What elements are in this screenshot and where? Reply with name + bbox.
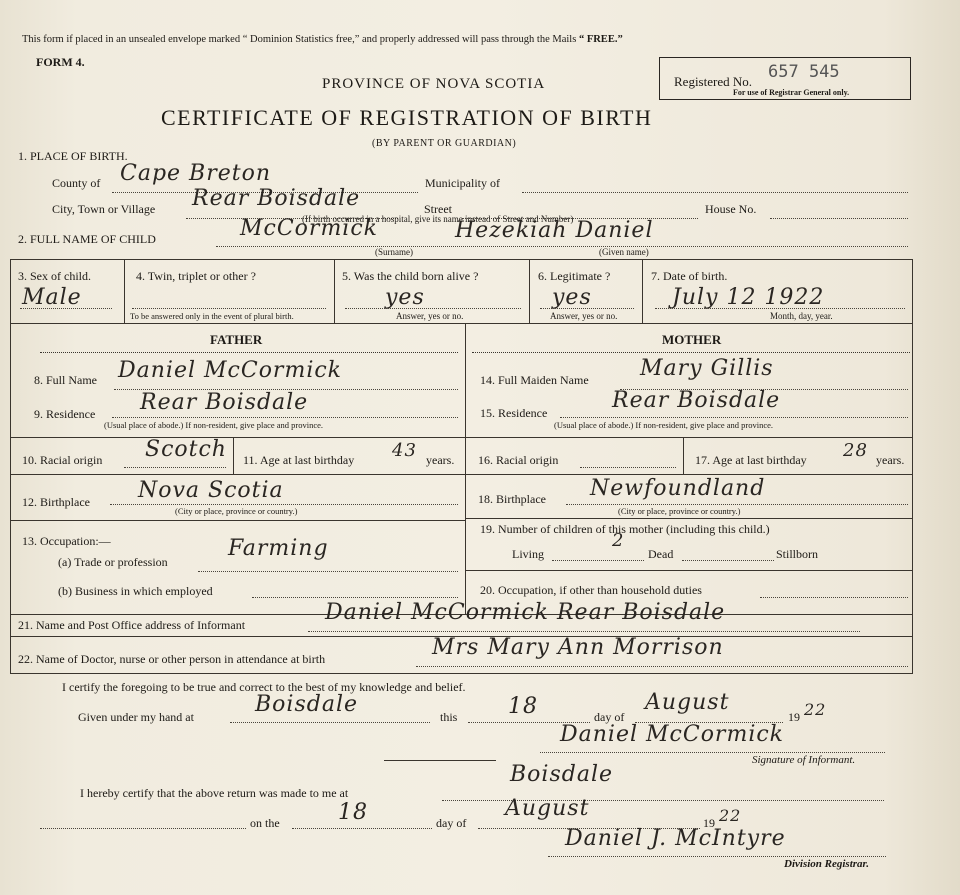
sex-label: 3. Sex of child. bbox=[18, 269, 91, 283]
father-trade-value: Farming bbox=[228, 536, 329, 561]
day-of-label: day of bbox=[594, 710, 625, 724]
divider bbox=[472, 352, 910, 353]
dead-line bbox=[682, 560, 774, 561]
mother-occupation-label: 20. Occupation, if other than household duties bbox=[480, 583, 702, 597]
sex-value: Male bbox=[22, 285, 82, 310]
divider bbox=[465, 437, 912, 438]
registrar-note: For use of Registrar General only. bbox=[733, 88, 850, 97]
informant-label: 21. Name and Post Office address of Informant bbox=[18, 618, 246, 632]
registrar-certify-text: I hereby certify that the above return was made to me at bbox=[80, 786, 349, 800]
registrar-day: 18 bbox=[338, 800, 368, 825]
dob-note: Month, day, year. bbox=[770, 311, 833, 321]
mother-name-label: 14. Full Maiden Name bbox=[480, 373, 589, 387]
father-racial-line bbox=[124, 467, 226, 468]
mother-birthplace-value: Newfoundland bbox=[590, 476, 766, 501]
year-prefix: 19 bbox=[788, 710, 800, 724]
registrar-year: 22 bbox=[719, 806, 742, 825]
father-trade-label: (a) Trade or profession bbox=[58, 555, 168, 569]
given-year: 22 bbox=[804, 700, 827, 719]
mail-notice-text: This form if placed in an unsealed envelope marked “ Dominion Statistics free,” and properly addressed will pass through the Mails bbox=[22, 34, 577, 45]
informant-value: Daniel McCormick Rear Boisdale bbox=[325, 600, 726, 625]
mother-years-label: years. bbox=[876, 453, 905, 467]
attendant-line bbox=[416, 666, 908, 667]
father-business-line bbox=[252, 597, 458, 598]
registrar-year-prefix: 19 bbox=[703, 816, 715, 830]
mother-residence-note: (Usual place of abode.) If non-resident, give place and province. bbox=[554, 420, 774, 430]
house-label: House No. bbox=[705, 202, 757, 216]
registrar-lead-line bbox=[40, 828, 246, 829]
father-birthplace-line bbox=[110, 504, 458, 505]
child-name-label: 2. FULL NAME OF CHILD bbox=[18, 232, 156, 246]
legitimate-note: Answer, yes or no. bbox=[550, 311, 618, 321]
mail-free-text: “ FREE.” bbox=[578, 34, 623, 45]
informant-signature: Daniel McCormick bbox=[560, 722, 785, 747]
registrar-day-of-label: day of bbox=[436, 816, 467, 830]
city-label: City, Town or Village bbox=[52, 202, 156, 216]
father-residence-value: Rear Boisdale bbox=[140, 390, 309, 415]
legitimate-label: 6. Legitimate ? bbox=[538, 269, 611, 283]
divider bbox=[10, 673, 912, 674]
mother-residence-value: Rear Boisdale bbox=[612, 388, 781, 413]
given-day: 18 bbox=[508, 694, 538, 719]
father-residence-line bbox=[112, 417, 458, 418]
right-border bbox=[912, 259, 913, 674]
dob-label: 7. Date of birth. bbox=[651, 269, 728, 283]
legitimate-line bbox=[540, 308, 634, 309]
street-label: Street bbox=[424, 202, 452, 216]
father-business-label: (b) Business in which employed bbox=[58, 584, 213, 598]
divider bbox=[465, 518, 912, 519]
registrar-place: Boisdale bbox=[510, 762, 613, 787]
divider bbox=[124, 259, 125, 323]
mother-heading: MOTHER bbox=[662, 332, 722, 347]
informant-caption: Signature of Informant. bbox=[752, 754, 856, 766]
dead-label: Dead bbox=[648, 547, 674, 561]
given-caption: (Given name) bbox=[599, 247, 649, 257]
surname-caption: (Surname) bbox=[375, 247, 413, 257]
mother-birthplace-line bbox=[566, 504, 908, 505]
given-place-line bbox=[230, 722, 430, 723]
mail-notice bbox=[22, 34, 623, 45]
divider bbox=[40, 352, 458, 353]
father-birthplace-note: (City or place, province or country.) bbox=[175, 506, 298, 516]
dob-line bbox=[655, 308, 905, 309]
certify-text: I certify the foregoing to be true and correct to the best of my knowledge and belief. bbox=[62, 680, 466, 694]
this-label: this bbox=[440, 710, 458, 724]
alive-note: Answer, yes or no. bbox=[396, 311, 464, 321]
father-birthplace-label: 12. Birthplace bbox=[22, 495, 90, 509]
divider bbox=[683, 437, 684, 474]
living-line bbox=[552, 560, 644, 561]
city-value: Rear Boisdale bbox=[192, 186, 361, 211]
father-name-value: Daniel McCormick bbox=[118, 358, 343, 383]
divider bbox=[10, 474, 465, 475]
living-label: Living bbox=[512, 547, 544, 561]
father-racial-value: Scotch bbox=[145, 437, 227, 462]
mother-residence-label: 15. Residence bbox=[480, 406, 548, 420]
hospital-note: (If birth occurred in a hospital, give its name instead of Street and Number) bbox=[302, 214, 574, 224]
divider bbox=[10, 323, 912, 324]
divider bbox=[10, 437, 465, 438]
father-name-label: 8. Full Name bbox=[34, 373, 97, 387]
mother-racial-line bbox=[580, 467, 676, 468]
twin-label: 4. Twin, triplet or other ? bbox=[136, 269, 256, 283]
certificate-title: CERTIFICATE OF REGISTRATION OF BIRTH bbox=[161, 105, 653, 130]
father-residence-label: 9. Residence bbox=[34, 407, 96, 421]
mother-occupation-line bbox=[760, 597, 908, 598]
divider bbox=[384, 760, 496, 761]
mother-birthplace-label: 18. Birthplace bbox=[478, 492, 546, 506]
county-value: Cape Breton bbox=[120, 161, 272, 186]
divider bbox=[233, 437, 234, 474]
form-number: FORM 4. bbox=[36, 55, 85, 69]
father-birthplace-value: Nova Scotia bbox=[138, 478, 284, 503]
registrar-month: August bbox=[505, 796, 590, 821]
father-years-label: years. bbox=[426, 453, 455, 467]
alive-line bbox=[345, 308, 521, 309]
registered-number: 657 545 bbox=[768, 62, 840, 82]
divider bbox=[334, 259, 335, 323]
place-of-birth-label: 1. PLACE OF BIRTH. bbox=[18, 149, 128, 163]
father-trade-line bbox=[198, 571, 458, 572]
mother-racial-label: 16. Racial origin bbox=[478, 453, 559, 467]
divider bbox=[10, 520, 465, 521]
twin-note: To be answered only in the event of plural birth. bbox=[130, 311, 294, 321]
mother-children-label: 19. Number of children of this mother (including this child.) bbox=[480, 522, 770, 536]
on-the-label: on the bbox=[250, 816, 280, 830]
attendant-label: 22. Name of Doctor, nurse or other person in attendance at birth bbox=[18, 652, 326, 666]
child-surname: McCormick bbox=[240, 216, 378, 241]
twin-line bbox=[132, 308, 326, 309]
informant-line bbox=[308, 631, 860, 632]
divider bbox=[642, 259, 643, 323]
father-occupation-label: 13. Occupation:— bbox=[22, 534, 111, 548]
sex-line bbox=[20, 308, 112, 309]
mother-residence-line bbox=[560, 417, 908, 418]
father-age-value: 43 bbox=[392, 440, 417, 461]
dob-value: July 12 1922 bbox=[672, 285, 825, 310]
alive-label: 5. Was the child born alive ? bbox=[342, 269, 479, 283]
legitimate-value: yes bbox=[552, 285, 592, 310]
county-label: County of bbox=[52, 176, 101, 190]
registered-label: Registered No. bbox=[674, 74, 752, 89]
mother-age-label: 17. Age at last birthday bbox=[695, 453, 807, 467]
mother-age-value: 28 bbox=[843, 440, 868, 461]
registrar-caption: Division Registrar. bbox=[784, 858, 869, 870]
father-age-label: 11. Age at last birthday bbox=[243, 453, 355, 467]
living-value: 2 bbox=[612, 530, 625, 551]
divider bbox=[529, 259, 530, 323]
registrar-signature: Daniel J. McIntyre bbox=[565, 826, 786, 851]
informant-signature-line bbox=[540, 752, 885, 753]
certificate-subtitle: (BY PARENT OR GUARDIAN) bbox=[372, 138, 517, 149]
registrar-day-line bbox=[292, 828, 432, 829]
father-residence-note: (Usual place of abode.) If non-resident, give place and province. bbox=[104, 420, 324, 430]
house-line bbox=[770, 218, 908, 219]
province-heading: PROVINCE OF NOVA SCOTIA bbox=[322, 76, 546, 92]
divider bbox=[10, 259, 912, 260]
child-name-line bbox=[216, 246, 908, 247]
mother-name-value: Mary Gillis bbox=[640, 356, 774, 381]
mother-birthplace-note: (City or place, province or country.) bbox=[618, 506, 741, 516]
given-place: Boisdale bbox=[255, 692, 358, 717]
alive-value: yes bbox=[385, 285, 425, 310]
child-given-name: Hezekiah Daniel bbox=[455, 218, 654, 243]
municipality-label: Municipality of bbox=[425, 176, 500, 190]
given-month: August bbox=[645, 690, 730, 715]
left-border bbox=[10, 259, 11, 674]
municipality-line bbox=[522, 192, 908, 193]
registrar-signature-line bbox=[548, 856, 886, 857]
divider bbox=[465, 474, 912, 475]
given-label: Given under my hand at bbox=[78, 710, 194, 724]
father-heading: FATHER bbox=[210, 332, 263, 347]
father-racial-label: 10. Racial origin bbox=[22, 453, 103, 467]
attendant-value: Mrs Mary Ann Morrison bbox=[432, 635, 724, 660]
stillborn-label: Stillborn bbox=[776, 547, 819, 561]
divider bbox=[465, 570, 912, 571]
